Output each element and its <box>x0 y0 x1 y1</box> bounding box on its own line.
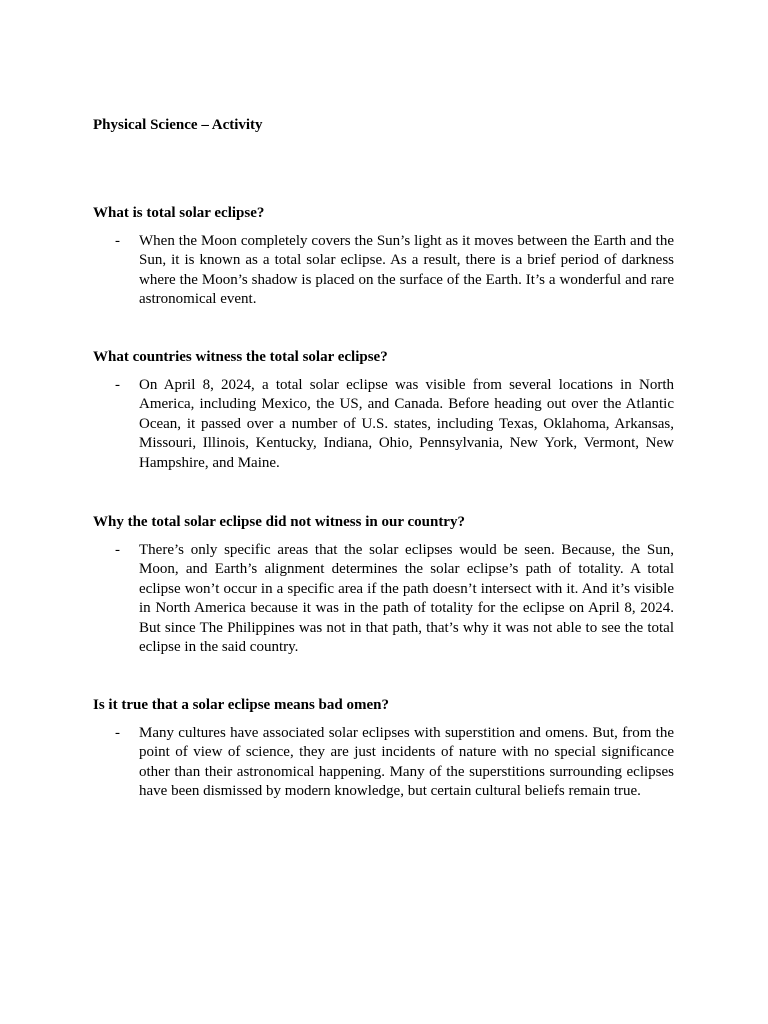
bullet-dash: - <box>115 542 120 558</box>
section-bad-omen <box>93 696 674 802</box>
question-heading: What is total solar eclipse? <box>93 205 265 221</box>
answer-text: On April 8, 2024, a total solar eclipse was visible from several locations in North America, including Mexico, the US, and Canada. Before heading out over the Atlantic Ocean, it passed over a number of U.S. states, including Texas, Oklahoma, Arkansas, Missouri, Illinois, Kentucky, Indiana, Ohio, Pennsylvania, New York, Vermont, New Hampshire, and Maine. <box>139 377 674 471</box>
answer-item <box>93 541 674 657</box>
answer-item <box>93 724 674 802</box>
question-heading: What countries witness the total solar eclipse? <box>93 349 388 365</box>
answer-text: When the Moon completely covers the Sun’s light as it moves between the Earth and the Sun, it is known as a total solar eclipse. As a result, there is a brief period of darkness where the Moon’s shadow is placed on the surface of the Earth. It’s a wonderful and rare astronomical event. <box>139 233 674 308</box>
question-heading: Why the total solar eclipse did not witness in our country? <box>93 514 465 530</box>
document-title: Physical Science – Activity <box>93 117 263 133</box>
section-not-witnessed <box>93 513 674 657</box>
bullet-dash: - <box>115 725 120 741</box>
answer-text: There’s only specific areas that the solar eclipses would be seen. Because, the Sun, Moon, and Earth’s alignment determines the solar eclipse’s path of totality. A total eclipse won’t occur in a specific area if the path doesn’t intersect with it. And it’s visible in North America because it was in the path of totality for the eclipse on April 8, 2024. But since The Philippines was not in that path, that’s why it was not able to see the total eclipse in the said country. <box>139 542 674 656</box>
section-total-solar-eclipse <box>93 204 674 310</box>
bullet-dash: - <box>115 233 120 249</box>
answer-text: Many cultures have associated solar eclipses with superstition and omens. But, from the point of view of science, they are just incidents of nature with no special significance other than their astronomical happening. Many of the superstitions surrounding eclipses have been dismissed by modern knowledge, but certain cultural beliefs remain true. <box>139 725 674 800</box>
section-countries-witness <box>93 348 674 473</box>
answer-item <box>93 232 674 310</box>
question-heading: Is it true that a solar eclipse means bad omen? <box>93 697 389 713</box>
answer-item <box>93 376 674 473</box>
bullet-dash: - <box>115 377 120 393</box>
